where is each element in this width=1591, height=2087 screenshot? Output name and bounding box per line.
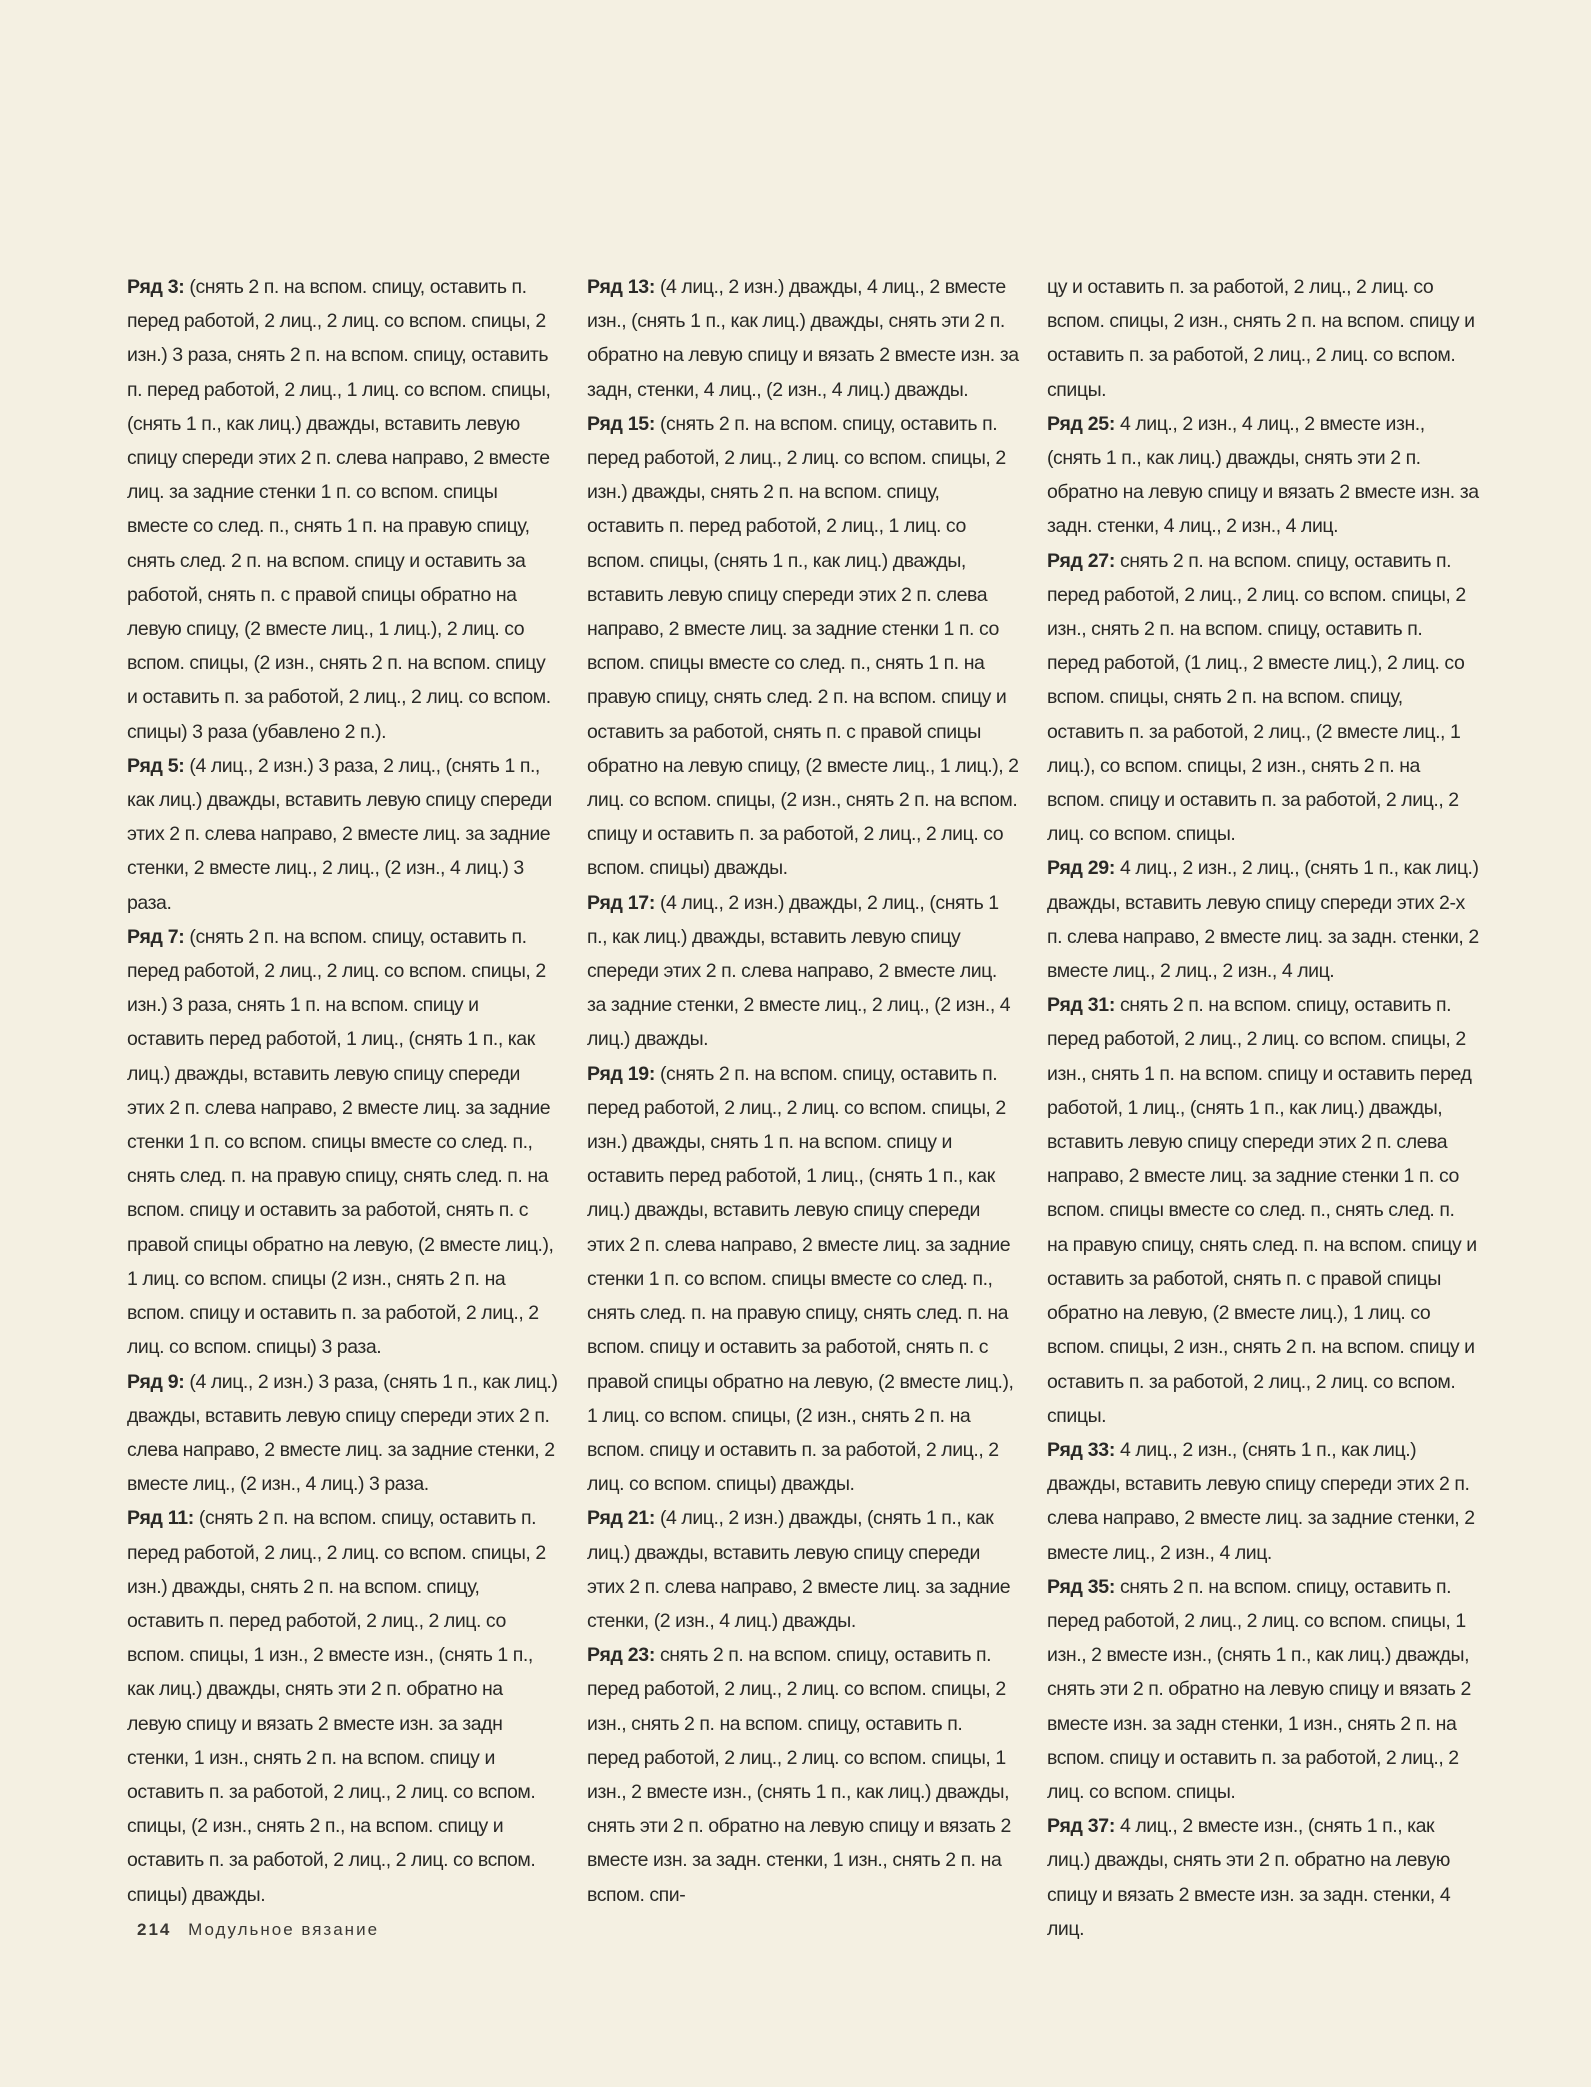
row-label: Ряд 7: bbox=[127, 925, 185, 948]
row-label: Ряд 5: bbox=[127, 754, 185, 777]
row-text: (снять 2 п. на вспом. спицу, оставить п. перед работой, 2 лиц., 2 лиц. со вспом. спицы, 2 изн.) дважды, снять 2 п. на вспом. спицу, оставить п. перед работой, 2 лиц., 1 лиц. со вспом. спицы, (снять 1 п., как лиц.) дважды, вставить левую спицу спереди этих 2 п. слева направо, 2 вместе лиц. за задние стенки 1 п. со вспом. спицы вместе со след. п., снять 1 п. на правую спицу, снять след. 2 п. на вспом. спицу и оставить за работой, снять п. с правой спицы обратно на левую спицу, (2 вместе лиц., 1 лиц.), 2 лиц. со вспом. спицы, (2 изн., снять 2 п. на вспом. спицу и оставить п. за работой, 2 лиц., 2 лиц. со вспом. спицы) дважды. bbox=[587, 412, 1019, 880]
row-paragraph bbox=[587, 407, 1019, 886]
row-text: (снять 2 п. на вспом. спицу, оставить п. перед работой, 2 лиц., 2 лиц. со вспом. спицы, 2 изн.) дважды, снять 2 п. на вспом. спицу, оставить п. перед работой, 2 лиц., 2 лиц. со вспом. спицы, 1 изн., 2 вместе изн., (снять 1 п., как лиц.) дважды, снять эти 2 п. обратно на левую спицу и вязать 2 вместе изн. за задн стенки, 1 изн., снять 2 п. на вспом. спицу и оставить п. за работой, 2 лиц., 2 лиц. со вспом. спицы, (2 изн., снять 2 п., на вспом. спицу и оставить п. за работой, 2 лиц., 2 лиц. со вспом. спицы) дважды. bbox=[127, 1507, 546, 1906]
row-text: снять 2 п. на вспом. спицу, оставить п. перед работой, 2 лиц., 2 лиц. со вспом. спицы, 2 изн., снять 2 п. на вспом. спицу, оставить п. перед работой, 2 лиц., 2 лиц. со вспом. спицы, 1 изн., 2 вместе изн., (снять 1 п., как лиц.) дважды, снять эти 2 п. обратно на левую спицу и вязать 2 вместе изн. за задн. стенки, 1 изн., снять 2 п. на вспом. спи- bbox=[587, 1644, 1011, 1906]
row-label: Ряд 19: bbox=[587, 1062, 656, 1085]
row-text: цу и оставить п. за работой, 2 лиц., 2 лиц. со вспом. спицы, 2 изн., снять 2 п. на вспом. спицу и оставить п. за работой, 2 лиц., 2 лиц. со вспом. спицы. bbox=[1047, 276, 1475, 401]
row-text: (4 лиц., 2 изн.) дважды, (снять 1 п., как лиц.) дважды, вставить левую спицу спереди этих 2 п. слева направо, 2 вместе лиц. за задние стенки, (2 изн., 4 лиц.) дважды. bbox=[587, 1507, 1011, 1632]
row-paragraph bbox=[587, 1638, 1019, 1912]
row-paragraph bbox=[127, 749, 559, 920]
row-paragraph bbox=[587, 1501, 1019, 1638]
row-text: 4 лиц., 2 вместе изн., (снять 1 п., как лиц.) дважды, снять эти 2 п. обратно на левую спицу и вязать 2 вместе изн. за задн. стенки, 4 лиц. bbox=[1047, 1815, 1451, 1940]
row-label: Ряд 35: bbox=[1047, 1575, 1116, 1598]
row-text: (4 лиц., 2 изн.) 3 раза, 2 лиц., (снять 1 п., как лиц.) дважды, вставить левую спицу спереди этих 2 п. слева направо, 2 вместе лиц. за задние стенки, 2 вместе лиц., 2 лиц., (2 изн., 4 лиц.) 3 раза. bbox=[127, 754, 552, 914]
row-label: Ряд 3: bbox=[127, 276, 185, 298]
row-label: Ряд 25: bbox=[1047, 412, 1116, 435]
text-column-3 bbox=[1047, 270, 1479, 1946]
row-paragraph bbox=[127, 1501, 559, 1911]
page-footer bbox=[137, 1920, 379, 1940]
row-label: Ряд 15: bbox=[587, 412, 656, 435]
row-label: Ряд 11: bbox=[127, 1507, 194, 1530]
row-paragraph bbox=[1047, 407, 1479, 544]
row-paragraph bbox=[1047, 988, 1479, 1433]
row-label: Ряд 33: bbox=[1047, 1438, 1116, 1461]
row-label: Ряд 13: bbox=[587, 276, 656, 298]
running-title: Модульное вязание bbox=[188, 1920, 380, 1939]
row-paragraph bbox=[127, 920, 559, 1365]
row-label: Ряд 17: bbox=[587, 891, 656, 914]
row-label: Ряд 31: bbox=[1047, 994, 1116, 1017]
row-text: 4 лиц., 2 изн., 4 лиц., 2 вместе изн., (снять 1 п., как лиц.) дважды, снять эти 2 п. обратно на левую спицу и вязать 2 вместе изн. за задн. стенки, 4 лиц., 2 изн., 4 лиц. bbox=[1047, 412, 1479, 538]
row-text: (4 лиц., 2 изн.) дважды, 2 лиц., (снять 1 п., как лиц.) дважды, вставить левую спицу спереди этих 2 п. слева направо, 2 вместе лиц. за задние стенки, 2 вместе лиц., 2 лиц., (2 изн., 4 лиц.) дважды. bbox=[587, 891, 1011, 1051]
row-paragraph bbox=[1047, 1433, 1479, 1570]
row-label: Ряд 27: bbox=[1047, 549, 1116, 572]
row-paragraph bbox=[1047, 1809, 1479, 1946]
row-paragraph bbox=[587, 886, 1019, 1057]
text-column-1 bbox=[127, 270, 559, 1912]
row-text: (снять 2 п. на вспом. спицу, оставить п. перед работой, 2 лиц., 2 лиц. со вспом. спицы, 2 изн.) дважды, снять 1 п. на вспом. спицу и оставить перед работой, 1 лиц., (снять 1 п., как лиц.) дважды, вставить левую спицу спереди этих 2 п. слева направо, 2 вместе лиц. за задние стенки 1 п. со вспом. спицы вместе со след. п., снять след. п. на правую спицу, снять след. п. на вспом. спицу и оставить за работой, снять п. с правой спицы обратно на левую, (2 вместе лиц.), 1 лиц. со вспом. спицы, (2 изн., снять 2 п. на вспом. спицу и оставить п. за работой, 2 лиц., 2 лиц. со вспом. спицы) дважды. bbox=[587, 1062, 1014, 1496]
row-text: снять 2 п. на вспом. спицу, оставить п. перед работой, 2 лиц., 2 лиц. со вспом. спицы, 2 изн., снять 1 п. на вспом. спицу и оставить перед работой, 1 лиц., (снять 1 п., как лиц.) дважды, вставить левую спицу спереди этих 2 п. слева направо, 2 вместе лиц. за задние стенки 1 п. со вспом. спицы вместе со след. п., снять след. п. на правую спицу, снять след. п. на вспом. спицу и оставить за работой, снять п. с правой спицы обратно на левую, (2 вместе лиц.), 1 лиц. со вспом. спицы, 2 изн., снять 2 п. на вспом. спицу и оставить п. за работой, 2 лиц., 2 лиц. со вспом. спицы. bbox=[1047, 994, 1477, 1427]
row-paragraph bbox=[1047, 1570, 1479, 1809]
row-text: (снять 2 п. на вспом. спицу, оставить п. перед работой, 2 лиц., 2 лиц. со вспом. спицы, 2 изн.) 3 раза, снять 2 п. на вспом. спицу, оставить п. перед работой, 2 лиц., 1 лиц. со вспом. спицы, (снять 1 п., как лиц.) дважды, вставить левую спицу спереди этих 2 п. слева направо, 2 вместе лиц. за задние стенки 1 п. со вспом. спицы вместе со след. п., снять 1 п. на правую спицу, снять след. 2 п. на вспом. спицу и оставить за работой, снять п. с правой спицы обратно на левую спицу, (2 вместе лиц., 1 лиц.), 2 лиц. со вспом. спицы, (2 изн., снять 2 п. на вспом. спицу и оставить п. за работой, 2 лиц., 2 лиц. со вспом. спицы) 3 раза (убавлено 2 п.). bbox=[127, 276, 551, 743]
row-paragraph bbox=[587, 1057, 1019, 1502]
row-paragraph bbox=[1047, 851, 1479, 988]
page-number: 214 bbox=[137, 1920, 172, 1939]
row-text: (4 лиц., 2 изн.) дважды, 4 лиц., 2 вместе изн., (снять 1 п., как лиц.) дважды, снять эти 2 п. обратно на левую спицу и вязать 2 вместе изн. за задн, стенки, 4 лиц., (2 изн., 4 лиц.) дважды. bbox=[587, 276, 1019, 401]
row-paragraph bbox=[127, 1365, 559, 1502]
row-label: Ряд 37: bbox=[1047, 1815, 1116, 1838]
row-paragraph bbox=[1047, 544, 1479, 852]
row-text: 4 лиц., 2 изн., 2 лиц., (снять 1 п., как лиц.) дважды, вставить левую спицу спереди этих 2-х п. слева направо, 2 вместе лиц. за задн. стенки, 2 вместе лиц., 2 лиц., 2 изн., 4 лиц. bbox=[1047, 857, 1479, 983]
row-text: 4 лиц., 2 изн., (снять 1 п., как лиц.) дважды, вставить левую спицу спереди этих 2 п. слева направо, 2 вместе лиц. за задние стенки, 2 вместе лиц., 2 изн., 4 лиц. bbox=[1047, 1438, 1475, 1564]
row-label: Ряд 23: bbox=[587, 1644, 656, 1667]
row-label: Ряд 21: bbox=[587, 1507, 656, 1530]
row-text: (4 лиц., 2 изн.) 3 раза, (снять 1 п., как лиц.) дважды, вставить левую спицу спереди этих 2 п. слева направо, 2 вместе лиц. за задние стенки, 2 вместе лиц., (2 изн., 4 лиц.) 3 раза. bbox=[127, 1370, 558, 1496]
row-label: Ряд 29: bbox=[1047, 857, 1116, 880]
row-label: Ряд 9: bbox=[127, 1370, 185, 1393]
row-text: снять 2 п. на вспом. спицу, оставить п. перед работой, 2 лиц., 2 лиц. со вспом. спицы, 2 изн., снять 2 п. на вспом. спицу, оставить п. перед работой, (1 лиц., 2 вместе лиц.), 2 лиц. со вспом. спицы, снять 2 п. на вспом. спицу, оставить п. за работой, 2 лиц., (2 вместе лиц., 1 лиц.), со вспом. спицы, 2 изн., снять 2 п. на вспом. спицу и оставить п. за работой, 2 лиц., 2 лиц. со вспом. спицы. bbox=[1047, 549, 1466, 846]
row-paragraph bbox=[1047, 270, 1479, 407]
row-paragraph bbox=[127, 270, 559, 749]
row-text: снять 2 п. на вспом. спицу, оставить п. перед работой, 2 лиц., 2 лиц. со вспом. спицы, 1 изн., 2 вместе изн., (снять 1 п., как лиц.) дважды, снять эти 2 п. обратно на левую спицу и вязать 2 вместе изн. за задн стенки, 1 изн., снять 2 п. на вспом. спицу и оставить п. за работой, 2 лиц., 2 лиц. со вспом. спицы. bbox=[1047, 1575, 1471, 1803]
row-paragraph bbox=[587, 270, 1019, 407]
text-column-2 bbox=[587, 270, 1019, 1912]
row-text: (снять 2 п. на вспом. спицу, оставить п. перед работой, 2 лиц., 2 лиц. со вспом. спицы, 2 изн.) 3 раза, снять 1 п. на вспом. спицу и оставить перед работой, 1 лиц., (снять 1 п., как лиц.) дважды, вставить левую спицу спереди этих 2 п. слева направо, 2 вместе лиц. за задние стенки 1 п. со вспом. спицы вместе со след. п., снять след. п. на правую спицу, снять след. п. на вспом. спицу и оставить за работой, снять п. с правой спицы обратно на левую, (2 вместе лиц.), 1 лиц. со вспом. спицы (2 изн., снять 2 п. на вспом. спицу и оставить п. за работой, 2 лиц., 2 лиц. со вспом. спицы) 3 раза. bbox=[127, 925, 554, 1359]
